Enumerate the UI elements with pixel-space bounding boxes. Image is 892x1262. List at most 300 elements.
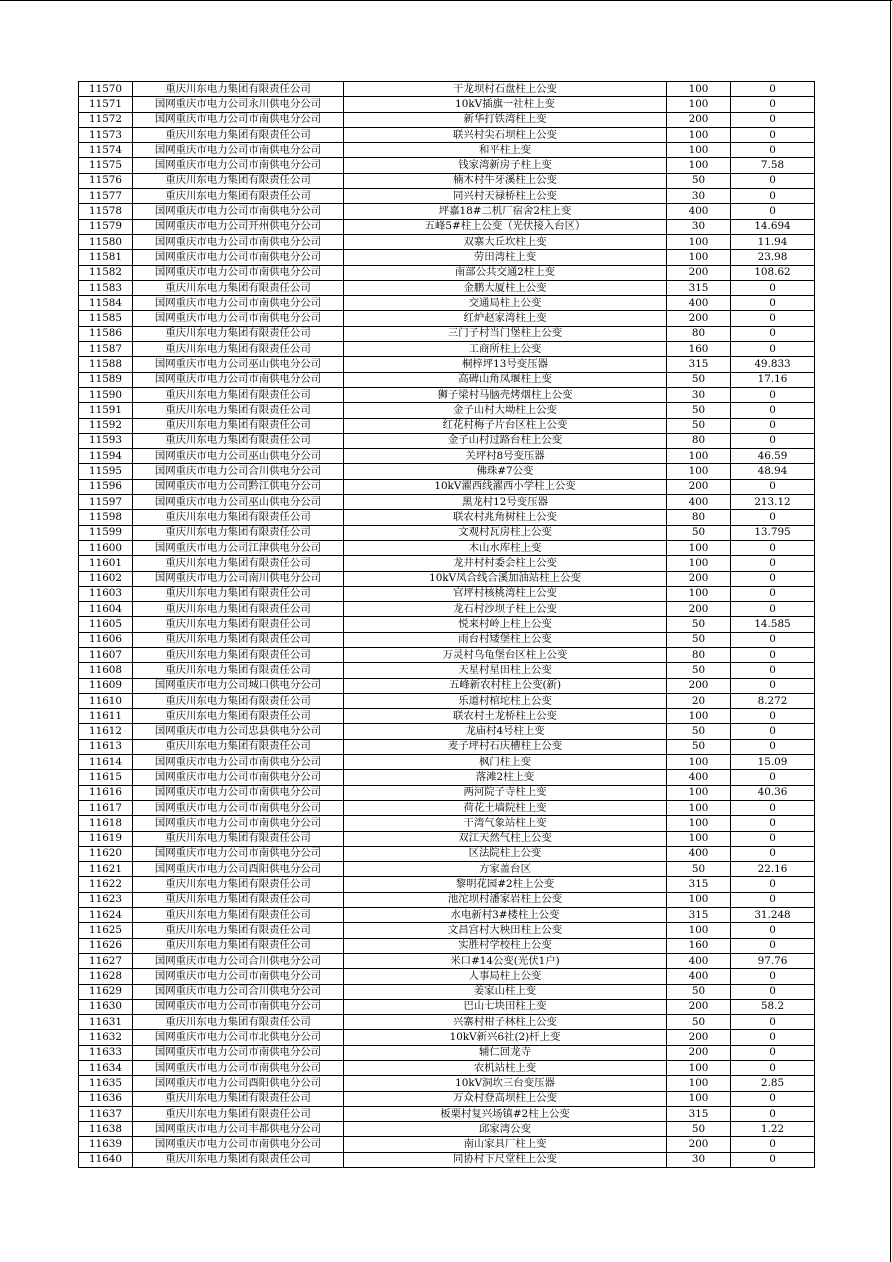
table-row: [79, 510, 815, 525]
company-cell: 国网重庆市电力公司市南供电分公司: [133, 770, 344, 785]
transformer-name-cell: 麦子坪村石庆槽柱上公变: [344, 739, 667, 754]
capacity-cell: 100: [667, 892, 731, 907]
transformer-name-cell: 两河院子寺柱上变: [344, 785, 667, 800]
company-cell: 国网重庆市电力公司开州供电分公司: [133, 219, 344, 234]
table-row: [79, 540, 815, 555]
company-cell: 重庆川东电力集团有限责任公司: [133, 280, 344, 295]
value-cell: 0: [731, 632, 815, 647]
table-row: [79, 647, 815, 662]
capacity-cell: 80: [667, 647, 731, 662]
table-row: [79, 280, 815, 295]
table-row: [79, 785, 815, 800]
value-cell: 0: [731, 540, 815, 555]
company-cell: 重庆川东电力集团有限责任公司: [133, 556, 344, 571]
serial-number-cell: 11615: [79, 770, 133, 785]
table-row: [79, 1076, 815, 1091]
serial-number-cell: 11618: [79, 816, 133, 831]
value-cell: 23.98: [731, 250, 815, 265]
company-cell: 重庆川东电力集团有限责任公司: [133, 1091, 344, 1106]
company-cell: 国网重庆市电力公司市南供电分公司: [133, 143, 344, 158]
table-row: [79, 969, 815, 984]
value-cell: 31.248: [731, 908, 815, 923]
table-row: [79, 449, 815, 464]
capacity-cell: 50: [667, 862, 731, 877]
value-cell: 0: [731, 571, 815, 586]
table-row: [79, 923, 815, 938]
capacity-cell: 50: [667, 632, 731, 647]
value-cell: 14.694: [731, 219, 815, 234]
transformer-name-cell: 工商所柱上公变: [344, 342, 667, 357]
company-cell: 国网重庆市电力公司市南供电分公司: [133, 755, 344, 770]
transformer-name-cell: 干龙坝村石盘柱上公变: [344, 82, 667, 97]
serial-number-cell: 11640: [79, 1152, 133, 1167]
value-cell: 0: [731, 739, 815, 754]
value-cell: 0: [731, 1091, 815, 1106]
transformer-name-cell: 联兴村尖石坝柱上公变: [344, 127, 667, 142]
transformer-name-cell: 联农村兆角树柱上公变: [344, 510, 667, 525]
capacity-cell: 200: [667, 1045, 731, 1060]
company-cell: 重庆川东电力集团有限责任公司: [133, 1152, 344, 1167]
serial-number-cell: 11624: [79, 908, 133, 923]
value-cell: 0: [731, 724, 815, 739]
company-cell: 重庆川东电力集团有限责任公司: [133, 326, 344, 341]
value-cell: 46.59: [731, 449, 815, 464]
serial-number-cell: 11584: [79, 296, 133, 311]
value-cell: 8.272: [731, 693, 815, 708]
value-cell: 108.62: [731, 265, 815, 280]
table-row: [79, 663, 815, 678]
value-cell: 0: [731, 969, 815, 984]
capacity-cell: 50: [667, 724, 731, 739]
transformer-name-cell: 邱家湾公变: [344, 1122, 667, 1137]
company-cell: 国网重庆市电力公司江津供电分公司: [133, 540, 344, 555]
serial-number-cell: 11600: [79, 540, 133, 555]
value-cell: 0: [731, 1015, 815, 1030]
value-cell: 0: [731, 1030, 815, 1045]
value-cell: 0: [731, 846, 815, 861]
company-cell: 国网重庆市电力公司市南供电分公司: [133, 785, 344, 800]
serial-number-cell: 11592: [79, 418, 133, 433]
value-cell: 40.36: [731, 785, 815, 800]
capacity-cell: 80: [667, 510, 731, 525]
table-row: [79, 372, 815, 387]
company-cell: 重庆川东电力集团有限责任公司: [133, 709, 344, 724]
table-row: [79, 173, 815, 188]
table-row: [79, 938, 815, 953]
serial-number-cell: 11610: [79, 693, 133, 708]
capacity-cell: 400: [667, 969, 731, 984]
capacity-cell: 100: [667, 540, 731, 555]
company-cell: 重庆川东电力集团有限责任公司: [133, 831, 344, 846]
capacity-cell: 100: [667, 464, 731, 479]
company-cell: 重庆川东电力集团有限责任公司: [133, 1015, 344, 1030]
transformer-name-cell: 新华打铁湾柱上变: [344, 112, 667, 127]
company-cell: 重庆川东电力集团有限责任公司: [133, 908, 344, 923]
company-cell: 国网重庆市电力公司合川供电分公司: [133, 464, 344, 479]
value-cell: 0: [731, 112, 815, 127]
company-cell: 重庆川东电力集团有限责任公司: [133, 632, 344, 647]
table-row: [79, 724, 815, 739]
value-cell: 0: [731, 403, 815, 418]
capacity-cell: 315: [667, 908, 731, 923]
value-cell: 0: [731, 387, 815, 402]
capacity-cell: 100: [667, 1076, 731, 1091]
serial-number-cell: 11575: [79, 158, 133, 173]
value-cell: 0: [731, 984, 815, 999]
table-row: [79, 464, 815, 479]
company-cell: 重庆川东电力集团有限责任公司: [133, 189, 344, 204]
table-row: [79, 1045, 815, 1060]
transformer-name-cell: 五峰新农村柱上公变(新): [344, 678, 667, 693]
company-cell: 国网重庆市电力公司合川供电分公司: [133, 984, 344, 999]
transformer-name-cell: 文观村瓦房柱上公变: [344, 525, 667, 540]
transformer-name-cell: 方家盖台区: [344, 862, 667, 877]
company-cell: 国网重庆市电力公司市南供电分公司: [133, 800, 344, 815]
table-row: [79, 571, 815, 586]
value-cell: 0: [731, 189, 815, 204]
serial-number-cell: 11634: [79, 1061, 133, 1076]
capacity-cell: 315: [667, 357, 731, 372]
transformer-name-cell: 兴寨村柑子林柱上公变: [344, 1015, 667, 1030]
serial-number-cell: 11590: [79, 387, 133, 402]
table-row: [79, 709, 815, 724]
table-row: [79, 770, 815, 785]
serial-number-cell: 11611: [79, 709, 133, 724]
company-cell: 重庆川东电力集团有限责任公司: [133, 1106, 344, 1121]
capacity-cell: 100: [667, 831, 731, 846]
company-cell: 国网重庆市电力公司市南供电分公司: [133, 846, 344, 861]
company-cell: 重庆川东电力集团有限责任公司: [133, 403, 344, 418]
capacity-cell: 50: [667, 739, 731, 754]
capacity-cell: 50: [667, 525, 731, 540]
capacity-cell: 100: [667, 586, 731, 601]
value-cell: 0: [731, 678, 815, 693]
transformer-name-cell: 10kV濯西线濯西小学柱上公变: [344, 479, 667, 494]
value-cell: 0: [731, 831, 815, 846]
serial-number-cell: 11625: [79, 923, 133, 938]
capacity-cell: 100: [667, 234, 731, 249]
transformer-name-cell: 桐梓坪13号变压器: [344, 357, 667, 372]
transformer-name-cell: 红花村梅子片台区柱上公变: [344, 418, 667, 433]
serial-number-cell: 11588: [79, 357, 133, 372]
company-cell: 重庆川东电力集团有限责任公司: [133, 342, 344, 357]
capacity-cell: 200: [667, 678, 731, 693]
company-cell: 重庆川东电力集团有限责任公司: [133, 173, 344, 188]
company-cell: 重庆川东电力集团有限责任公司: [133, 663, 344, 678]
value-cell: 0: [731, 923, 815, 938]
table-row: [79, 831, 815, 846]
company-cell: 国网重庆市电力公司市北供电分公司: [133, 1030, 344, 1045]
serial-number-cell: 11594: [79, 449, 133, 464]
capacity-cell: 30: [667, 1152, 731, 1167]
company-cell: 重庆川东电力集团有限责任公司: [133, 877, 344, 892]
serial-number-cell: 11606: [79, 632, 133, 647]
company-cell: 重庆川东电力集团有限责任公司: [133, 923, 344, 938]
transformer-name-cell: 干湾气象站柱上变: [344, 816, 667, 831]
value-cell: 0: [731, 143, 815, 158]
capacity-cell: 400: [667, 770, 731, 785]
value-cell: 0: [731, 1045, 815, 1060]
transformer-name-cell: 五峰5#柱上公变（光伏接入台区）: [344, 219, 667, 234]
value-cell: 0: [731, 510, 815, 525]
transformer-name-cell: 实胜村学校柱上公变: [344, 938, 667, 953]
capacity-cell: 100: [667, 785, 731, 800]
table-row: [79, 234, 815, 249]
company-cell: 重庆川东电力集团有限责任公司: [133, 693, 344, 708]
transformer-name-cell: 劳田湾柱上变: [344, 250, 667, 265]
serial-number-cell: 11605: [79, 617, 133, 632]
transformer-name-cell: 乐道村棺坨柱上公变: [344, 693, 667, 708]
transformer-name-cell: 金子山村大坳柱上公变: [344, 403, 667, 418]
capacity-cell: 30: [667, 189, 731, 204]
value-cell: 7.58: [731, 158, 815, 173]
value-cell: 22.16: [731, 862, 815, 877]
company-cell: 国网重庆市电力公司酉阳供电分公司: [133, 1076, 344, 1091]
table-row: [79, 953, 815, 968]
transformer-name-cell: 巴山七块田柱上变: [344, 999, 667, 1014]
serial-number-cell: 11589: [79, 372, 133, 387]
table-row: [79, 739, 815, 754]
company-cell: 重庆川东电力集团有限责任公司: [133, 586, 344, 601]
value-cell: 0: [731, 342, 815, 357]
value-cell: 0: [731, 892, 815, 907]
serial-number-cell: 11628: [79, 969, 133, 984]
capacity-cell: 100: [667, 250, 731, 265]
transformer-name-cell: 区法院柱上公变: [344, 846, 667, 861]
capacity-cell: 50: [667, 173, 731, 188]
value-cell: 0: [731, 97, 815, 112]
transformer-name-cell: 红炉赵家湾柱上变: [344, 311, 667, 326]
serial-number-cell: 11638: [79, 1122, 133, 1137]
capacity-cell: 100: [667, 82, 731, 97]
value-cell: 0: [731, 663, 815, 678]
company-cell: 重庆川东电力集团有限责任公司: [133, 647, 344, 662]
table-row: [79, 1015, 815, 1030]
company-cell: 国网重庆市电力公司市南供电分公司: [133, 969, 344, 984]
company-cell: 国网重庆市电力公司市南供电分公司: [133, 296, 344, 311]
serial-number-cell: 11596: [79, 479, 133, 494]
table-row: [79, 97, 815, 112]
table-row: [79, 418, 815, 433]
company-cell: 国网重庆市电力公司忠县供电分公司: [133, 724, 344, 739]
capacity-cell: 50: [667, 984, 731, 999]
capacity-cell: 315: [667, 877, 731, 892]
capacity-cell: 50: [667, 1122, 731, 1137]
company-cell: 重庆川东电力集团有限责任公司: [133, 892, 344, 907]
transformer-name-cell: 10kV插旗一社柱上变: [344, 97, 667, 112]
transformer-name-cell: 悦来村岭上柱上公变: [344, 617, 667, 632]
transformer-name-cell: 联农村土龙桥柱上公变: [344, 709, 667, 724]
company-cell: 国网重庆市电力公司市南供电分公司: [133, 265, 344, 280]
company-cell: 国网重庆市电力公司市南供电分公司: [133, 1045, 344, 1060]
value-cell: 49.833: [731, 357, 815, 372]
serial-number-cell: 11631: [79, 1015, 133, 1030]
value-cell: 48.94: [731, 464, 815, 479]
table-row: [79, 678, 815, 693]
transformer-name-cell: 和平柱上变: [344, 143, 667, 158]
table-row: [79, 1061, 815, 1076]
serial-number-cell: 11581: [79, 250, 133, 265]
serial-number-cell: 11595: [79, 464, 133, 479]
transformer-name-cell: 双寨大丘坎柱上变: [344, 234, 667, 249]
table-row: [79, 693, 815, 708]
value-cell: 1.22: [731, 1122, 815, 1137]
capacity-cell: 400: [667, 495, 731, 510]
transformer-name-cell: 水电新村3#楼柱上公变: [344, 908, 667, 923]
transformer-name-cell: 万众村登高坝柱上公变: [344, 1091, 667, 1106]
value-cell: 14.585: [731, 617, 815, 632]
transformer-name-cell: 荷花土墙院柱上变: [344, 800, 667, 815]
serial-number-cell: 11637: [79, 1106, 133, 1121]
capacity-cell: 100: [667, 143, 731, 158]
table-row: [79, 495, 815, 510]
capacity-cell: 100: [667, 1091, 731, 1106]
capacity-cell: 400: [667, 953, 731, 968]
serial-number-cell: 11619: [79, 831, 133, 846]
value-cell: 11.94: [731, 234, 815, 249]
company-cell: 国网重庆市电力公司市南供电分公司: [133, 112, 344, 127]
serial-number-cell: 11613: [79, 739, 133, 754]
table-row: [79, 204, 815, 219]
transformer-name-cell: 10kV凤合线合溪加油站柱上公变: [344, 571, 667, 586]
transformer-name-cell: 池沱坝村潘家岩柱上公变: [344, 892, 667, 907]
company-cell: 国网重庆市电力公司黔江供电分公司: [133, 479, 344, 494]
table-row: [79, 800, 815, 815]
value-cell: 0: [731, 816, 815, 831]
transformer-name-cell: 狮子梁村马脑壳烤烟柱上公变: [344, 387, 667, 402]
value-cell: 0: [731, 770, 815, 785]
table-body: [79, 82, 815, 1168]
transformer-name-cell: 人事局柱上公变: [344, 969, 667, 984]
capacity-cell: 100: [667, 158, 731, 173]
transformer-name-cell: 落滩2柱上变: [344, 770, 667, 785]
company-cell: 国网重庆市电力公司巫山供电分公司: [133, 357, 344, 372]
serial-number-cell: 11614: [79, 755, 133, 770]
serial-number-cell: 11583: [79, 280, 133, 295]
value-cell: 0: [731, 296, 815, 311]
capacity-cell: 50: [667, 372, 731, 387]
table-row: [79, 556, 815, 571]
serial-number-cell: 11591: [79, 403, 133, 418]
capacity-cell: 200: [667, 311, 731, 326]
transformer-name-cell: 农机站柱上变: [344, 1061, 667, 1076]
value-cell: 0: [731, 1061, 815, 1076]
serial-number-cell: 11632: [79, 1030, 133, 1045]
table-row: [79, 311, 815, 326]
capacity-cell: 50: [667, 418, 731, 433]
transformer-name-cell: 天星村星田柱上公变: [344, 663, 667, 678]
transformer-name-cell: 关坪村8号变压器: [344, 449, 667, 464]
company-cell: 国网重庆市电力公司市南供电分公司: [133, 204, 344, 219]
table-row: [79, 525, 815, 540]
table-row: [79, 127, 815, 142]
value-cell: 2.85: [731, 1076, 815, 1091]
value-cell: 97.76: [731, 953, 815, 968]
serial-number-cell: 11572: [79, 112, 133, 127]
company-cell: 重庆川东电力集团有限责任公司: [133, 82, 344, 97]
transformer-name-cell: 金子山村过路台柱上公变: [344, 433, 667, 448]
value-cell: 0: [731, 479, 815, 494]
company-cell: 重庆川东电力集团有限责任公司: [133, 602, 344, 617]
table-row: [79, 387, 815, 402]
serial-number-cell: 11626: [79, 938, 133, 953]
serial-number-cell: 11593: [79, 433, 133, 448]
company-cell: 国网重庆市电力公司市南供电分公司: [133, 999, 344, 1014]
serial-number-cell: 11599: [79, 525, 133, 540]
capacity-cell: 20: [667, 693, 731, 708]
company-cell: 国网重庆市电力公司市南供电分公司: [133, 816, 344, 831]
serial-number-cell: 11620: [79, 846, 133, 861]
serial-number-cell: 11570: [79, 82, 133, 97]
table-row: [79, 1152, 815, 1167]
capacity-cell: 400: [667, 846, 731, 861]
serial-number-cell: 11607: [79, 647, 133, 662]
serial-number-cell: 11636: [79, 1091, 133, 1106]
value-cell: 0: [731, 82, 815, 97]
serial-number-cell: 11604: [79, 602, 133, 617]
company-cell: 国网重庆市电力公司丰都供电分公司: [133, 1122, 344, 1137]
value-cell: 0: [731, 938, 815, 953]
transformer-name-cell: 姜家山柱上变: [344, 984, 667, 999]
serial-number-cell: 11578: [79, 204, 133, 219]
transformer-name-cell: 雨台村矮堡柱上公变: [344, 632, 667, 647]
serial-number-cell: 11571: [79, 97, 133, 112]
capacity-cell: 315: [667, 280, 731, 295]
value-cell: 58.2: [731, 999, 815, 1014]
value-cell: 0: [731, 204, 815, 219]
capacity-cell: 200: [667, 571, 731, 586]
company-cell: 国网重庆市电力公司市南供电分公司: [133, 311, 344, 326]
table-row: [79, 1091, 815, 1106]
serial-number-cell: 11629: [79, 984, 133, 999]
transformer-name-cell: 龙石村沙坝子柱上公变: [344, 602, 667, 617]
capacity-cell: 200: [667, 1137, 731, 1152]
table-row: [79, 143, 815, 158]
transformer-name-cell: 坪嘉18#二机厂宿舍2柱上变: [344, 204, 667, 219]
transformer-name-cell: 南山家具厂柱上变: [344, 1137, 667, 1152]
capacity-cell: 200: [667, 265, 731, 280]
capacity-cell: 100: [667, 923, 731, 938]
value-cell: 0: [731, 311, 815, 326]
value-cell: 0: [731, 709, 815, 724]
table-row: [79, 112, 815, 127]
company-cell: 国网重庆市电力公司城口供电分公司: [133, 678, 344, 693]
serial-number-cell: 11630: [79, 999, 133, 1014]
page-right-rule: [890, 0, 891, 1262]
serial-number-cell: 11608: [79, 663, 133, 678]
serial-number-cell: 11622: [79, 877, 133, 892]
capacity-cell: 100: [667, 97, 731, 112]
transformer-name-cell: 金鹏大厦柱上公变: [344, 280, 667, 295]
transformer-name-cell: 官坪村核桃湾柱上公变: [344, 586, 667, 601]
serial-number-cell: 11585: [79, 311, 133, 326]
serial-number-cell: 11597: [79, 495, 133, 510]
capacity-cell: 400: [667, 204, 731, 219]
table-row: [79, 1106, 815, 1121]
transformer-name-cell: 楠木村牛牙溪柱上公变: [344, 173, 667, 188]
company-cell: 国网重庆市电力公司南川供电分公司: [133, 571, 344, 586]
transformer-name-cell: 万灵村乌龟堡台区柱上公变: [344, 647, 667, 662]
table-row: [79, 862, 815, 877]
value-cell: 0: [731, 586, 815, 601]
transformer-name-cell: 10kV新兴6社(2)杆上变: [344, 1030, 667, 1045]
company-cell: 重庆川东电力集团有限责任公司: [133, 127, 344, 142]
serial-number-cell: 11603: [79, 586, 133, 601]
company-cell: 国网重庆市电力公司市南供电分公司: [133, 158, 344, 173]
serial-number-cell: 11601: [79, 556, 133, 571]
value-cell: 0: [731, 433, 815, 448]
table-row: [79, 602, 815, 617]
